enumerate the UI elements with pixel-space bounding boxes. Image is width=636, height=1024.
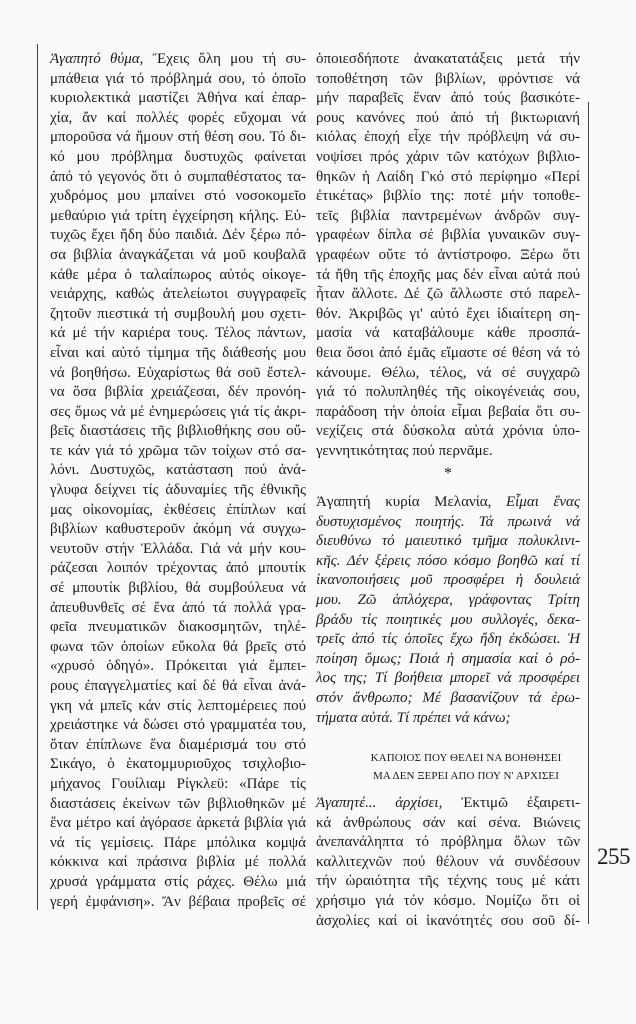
reply-start: [316, 794, 580, 931]
text-line: μήχανος Γουίλιαμ Ρίγκλεϋ: «Πάρε τίς: [50, 775, 306, 792]
text-line: «χρυσό ὁδηγό». Πρόκειται γιά ἔμπει-: [50, 658, 306, 675]
text-line: σες ὅμως νά μέ ἐνημερώσεις γιά τίς ἀκρι-: [50, 403, 306, 420]
text-line: γιά τό πολυπληθές τῆς οἰκογένειάς σου,: [316, 384, 580, 401]
text-line: γκη νά μπεῖς κάν στίς λεπτομέρειες πού: [50, 697, 306, 714]
text-line: [316, 571, 580, 591]
text-line: Σικάγο, ὁ ἑκατομμυριοῦχος τσιχλοβιο-: [50, 756, 306, 773]
text-line: νά τίς γεμίσεις. Πάρε μπόλικα κομψά: [50, 834, 306, 851]
text-line: μασία νά καταβάλουμε κάθε προσπά-: [316, 325, 580, 342]
italic-text: μου. Ζῶ ἁπλόχερα, γράφοντας Τρίτη: [316, 591, 580, 608]
text-line: ἐτικέτας» βιβλίο της: ποτέ μήν τοποθε-: [316, 188, 580, 205]
text-line: [316, 493, 580, 513]
text-line: [316, 794, 580, 814]
text-line: ἕνα μέτρο καί ἀγόρασε ἀρκετά βιβλία γιά: [50, 815, 306, 832]
text-line: νοψίσει πρός χάριν τῶν κατόχων βιβλιο-: [316, 148, 580, 165]
text-line: ἀσχολίες καί οἱ ἱκανότητές σου σοῦ δί-: [316, 912, 580, 929]
text-line: κά ἀνθρώπους σάν καί σένα. Βιώνεις: [316, 814, 580, 831]
italic-text: λος της; Τί βοήθεια μπορεῖ νά προσφέρει: [316, 670, 580, 687]
text-line: νεχίζεις στά δύσκολα αὐτά χρόνια ὑπο-: [316, 423, 580, 440]
text-line: νειάρχης, καθώς ἀτελείωτοι συγγραφεῖς: [50, 286, 306, 303]
text-line: μποροῦσα νά ἤμουν στή θέση σου. Τό δι-: [50, 129, 306, 146]
section-separator: *: [444, 465, 452, 482]
text-line: νά βοηθήσω. Εὐχαρίστως θά σοῦ ἔστελ-: [50, 364, 306, 381]
text-line: εἶναι καί αὐτό τίμημα τῆς διάθεσής μου: [50, 344, 306, 361]
text-line: σα βιβλία ἀναγκάζεται νά μοῦ κουβαλᾶ: [50, 246, 306, 263]
text-line: μπάθεια γιά τό πρόβλημά σου, τό ὁποῖο: [50, 70, 306, 87]
italic-text: διευθύνω τό μαιευτικό τμῆμα πολυκλινι-: [316, 533, 580, 550]
text-line: τε κάν γιά τό χρῶμα τῶν τοίχων στό σα-: [50, 442, 306, 459]
text-line: κιόλας ἐποχή εἶχε τήν πρόβλεψη νά συ-: [316, 129, 580, 146]
text-line: [316, 552, 580, 572]
italic-text: τρεῖς ἀπό τίς ὁποῖες ἔχω ἤδη ἐκδώσει. Ἡ: [316, 631, 580, 648]
text-line: ὁποιεσδήποτε ἀνακατατάξεις μετά τήν: [316, 51, 580, 67]
text-line: μας οἰκονομίας, ἐκθέσεις ἐπίπλων καί: [50, 501, 306, 518]
italic-text: δυστυχισμένος ποιητής. Τά πρωινά νά: [316, 513, 580, 530]
text-line: κά μέ τήν καριέρα τους. Τέλος πάντων,: [50, 325, 306, 342]
text-line: [316, 669, 580, 689]
roman-text: Ἔχεις ὅλη μου τή συ-: [143, 51, 306, 67]
text-line: κάνουμε. Θέλω, τέλος, νά σέ συγχαρῶ: [316, 364, 580, 381]
text-line: καλλιτεχνῶν πού θέλουν νά συνδέσουν: [316, 853, 580, 870]
text-line: τοποθέτηση τῶν βιβλίων, φρόντισε νά: [316, 70, 580, 87]
text-line: θόν. Ἀκριβῶς γι' αὐτό ἔχει ἰδιαίτερη ση-: [316, 305, 580, 322]
text-line: νευτοῦν στήν Ἑλλάδα. Γιά νά μήν κου-: [50, 540, 306, 557]
reader-letter: [316, 493, 580, 728]
text-line: να ὅσα βιβλία χρειάζεσαι, δέν προνόη-: [50, 384, 306, 401]
italic-text: Εἶμαι ἕνας: [505, 494, 580, 510]
signature-line: ΚΑΠΟΙΟΣ ΠΟΥ ΘΕΛΕΙ ΝΑ ΒΟΗΘΗΣΕΙ: [370, 752, 562, 764]
text-line: τά ἤθη τῆς ἐποχῆς μας δέν εἶναι αὐτά πού: [316, 266, 580, 283]
text-line: [316, 611, 580, 631]
text-line: λόνι. Δυστυχῶς, κατάσταση πού ἀνά-: [50, 462, 306, 479]
column-rule-left: [37, 44, 38, 910]
text-line: παράδοση τήν ὁποία εἶμαι βεβαία ὅτι συ-: [316, 403, 580, 420]
page-number: 255: [597, 844, 630, 869]
text-line: κάθε μέρα ὁ ταλαίπωρος αὐτός οἰκογε-: [50, 266, 306, 283]
text-line: μήν παραβεῖς ἕναν ἀπό τούς βασικότε-: [316, 90, 580, 107]
text-line: κόκκινα καί πράσινα βιβλία μέ πολλά: [50, 854, 306, 871]
text-line: [316, 532, 580, 552]
italic-text: Ἀγαπητέ... ἀρχίσει,: [316, 795, 443, 811]
roman-text: Ἀγαπητή κυρία Μελανία,: [316, 494, 506, 510]
text-line: χία, ἄν καί πολλές φορές εὔχομαι νά: [50, 109, 306, 126]
text-line: θηκῶν ἡ Λαίδη Γκό στό περίφημο «Περί: [316, 168, 580, 185]
text-line: γλυφα δείχνει τίς ἀδυναμίες τῆς ἐθνικῆς: [50, 482, 306, 499]
text-line: κό μου πρόβλημα δυστυχῶς φαίνεται: [50, 148, 306, 165]
text-line: τεῖς βιβλία παντρεμένων ἀνδρῶν συγ-: [316, 207, 580, 224]
text-line: ὅταν ἐπίπλωνε ἕνα διαμέρισμά του στό: [50, 736, 306, 753]
text-line: ἀπό τό γεγονός ὅτι ὁ συμπαθέστατος τα-: [50, 168, 306, 185]
text-line: γερή ἐμφάνιση». Ἄν βέβαια προβεῖς σέ: [50, 893, 306, 910]
text-line: φεῖα πνευματικῶν διακοσμητῶν, τηλέ-: [50, 619, 306, 636]
text-line: [316, 591, 580, 611]
text-line: διαστάσεις ἐκείνων τῶν βιβλιοθηκῶν μέ: [50, 795, 306, 812]
roman-text: Ἐκτιμῶ ἐξαιρετι-: [442, 795, 580, 811]
text-line: ρους ἐπαγγελματίες καί δέ θά εἶναι ἀνά-: [50, 678, 306, 694]
italic-text: κῆς. Δέν ξέρεις πόσο κόσμο βοηθῶ καί τί: [316, 552, 580, 569]
reply-continuation: [316, 50, 580, 461]
text-line: [316, 513, 580, 533]
italic-text: τήματα αὐτά. Τί πρέπει νά κάνω;: [316, 709, 511, 726]
signature-line: ΜΑ ΔΕΝ ΞΕΡΕΙ ΑΠΟ ΠΟΥ Ν' ΑΡΧΙΣΕΙ: [372, 770, 559, 782]
text-line: γραφέων δίπλα σέ βιβλία γυναικῶν συγ-: [316, 227, 580, 244]
letter-signature: [316, 749, 616, 785]
italic-text: στόν ἄνθρωπο; Μέ βασανίζουν τά ἐρω-: [316, 689, 580, 706]
text-line: σέ μπουτίκ βιβλίου, θά συμβούλευα νά: [50, 580, 306, 597]
text-line: τήν ὡραιότητα τῆς τέχνης τους μέ κάτι: [316, 873, 580, 890]
text-line: μεθαύριο γιά τρίτη ἐγχείρηση κήλης. Εὐ-: [50, 207, 306, 224]
text-line: ζητοῦν πιεστικά τή συμβουλή μου σχετι-: [50, 305, 306, 322]
text-line: [316, 650, 580, 670]
text-line: χρήσιμο γιά τόν κόσμο. Νομίζω ὅτι οἱ: [316, 892, 580, 909]
text-line: θεια ὅσοι ἀπό ἐμᾶς εἴμαστε σέ θέση νά τό: [316, 344, 580, 361]
column-rule-right: [588, 102, 589, 924]
text-line: χρυσά γράμματα στίς ράχες. Θέλω μιά: [50, 873, 306, 890]
text-line: [316, 630, 580, 650]
text-line: τυχῶς ἔχει ἤδη δύο παιδιά. Δέν ξέρω πό-: [50, 227, 306, 244]
text-line: γραφέων οὔτε τό ἀντίστροφο. Ξέρω ὅτι: [316, 246, 580, 263]
italic-text: Ἀγαπητό θύμα,: [50, 51, 144, 67]
text-line: ρους κανόνες πού ἀπό τή βικτωριανή: [316, 109, 580, 126]
text-line: κυριολεκτικά μαστίζει Ἀθήνα καί ἐπαρ-: [50, 90, 306, 107]
text-line: γεννητικότητας πού περνᾶμε.: [316, 442, 493, 459]
text-line: [316, 689, 580, 709]
italic-text: ἱκανοποιήσεις μοῦ προσφέρει ἡ δουλειά: [316, 572, 580, 589]
text-line: [50, 50, 306, 70]
left-column: [50, 50, 306, 912]
text-line: χρειάστηκε νά δώσει στό γραμματέα του,: [50, 717, 306, 734]
text-line: ράζεσαι λοιπόν τρέχοντας ἀπό μπουτίκ: [50, 560, 306, 577]
text-line: βεῖς διαστάσεις τῆς βιβλιοθήκης σου οὔ-: [50, 423, 306, 440]
text-line: χυδρόμος μου μπαίνει στό νοσοκομεῖο: [50, 188, 306, 205]
italic-text: ποίηση ὅμως; Ποιά ἡ σημασία καί ὁ ρό-: [316, 650, 580, 667]
text-line: [316, 709, 580, 729]
text-line: βιβλίων καθυστεροῦν ἀκόμη νά συγχω-: [50, 521, 306, 538]
text-line: ἀνεπανάληπτα τό πρόβλημα ὅλων τῶν: [316, 834, 580, 851]
italic-text: βράδυ τίς ποιητικές μου συλλογές, δεκα-: [316, 611, 580, 628]
text-line: ἀπευθυνθεῖς σέ ἕνα ἀπό τά πολλά γρα-: [50, 599, 306, 616]
text-line: φωνα τῶν ὁποίων εὔκολα θά βρεῖς στό: [50, 638, 306, 655]
text-line: ἦταν ἄλλοτε. Δέ ζῶ ἄλλωστε στό παρελ-: [316, 286, 580, 303]
